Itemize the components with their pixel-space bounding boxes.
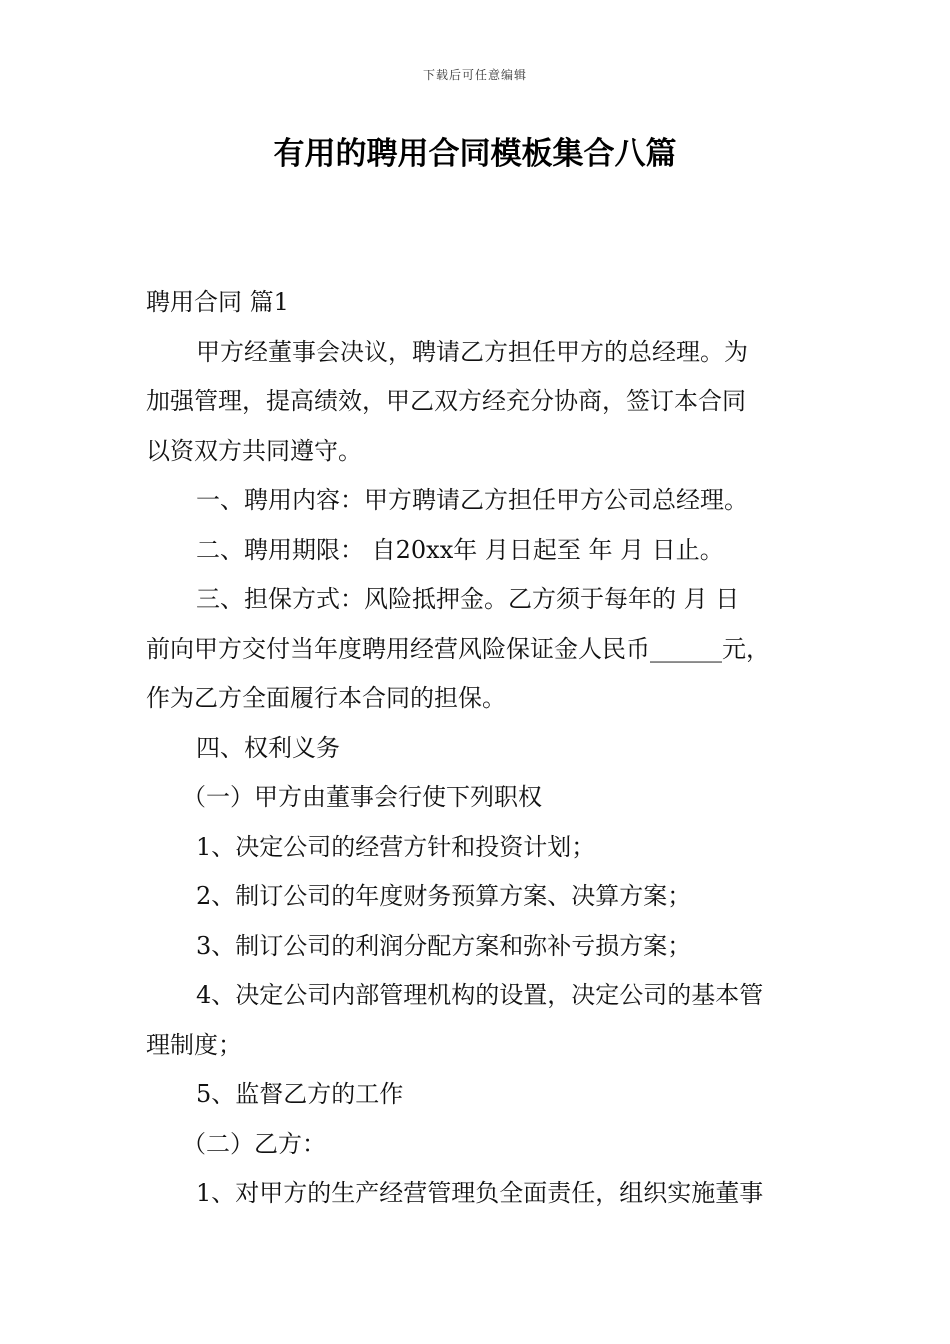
- clause-guarantee-line1: 三、担保方式：风险抵押金。乙方须于每年的 月 日: [196, 585, 740, 613]
- list-item-line2: 理制度；: [146, 1030, 242, 1059]
- clause-employment-content: 一、聘用内容：甲方聘请乙方担任甲方公司总经理。: [196, 486, 748, 514]
- document-body: [146, 278, 826, 1219]
- clause-employment-term: 二、聘用期限： 自20xx年 月日起至 年 月 日止。: [196, 535, 724, 564]
- clause-guarantee-line3: 作为乙方全面履行本合同的担保。: [146, 684, 506, 712]
- subclause-party-a: （一）甲方由董事会行使下列职权: [182, 783, 542, 811]
- clause-guarantee-line2: 前向甲方交付当年度聘用经营风险保证金人民币______元，: [146, 634, 770, 663]
- header-note: 下载后可任意编辑: [422, 68, 527, 82]
- list-item: 2、制订公司的年度财务预算方案、决算方案；: [196, 882, 692, 910]
- clause-rights-obligations: 四、权利义务: [196, 733, 340, 762]
- list-item: 1、对甲方的生产经营管理负全面责任，组织实施董事: [196, 1179, 764, 1207]
- document-title: 有用的聘用合同模板集合八篇: [273, 136, 677, 172]
- list-item: 1、决定公司的经营方针和投资计划；: [196, 832, 596, 861]
- paragraph-intro-line1: 甲方经董事会决议，聘请乙方担任甲方的总经理。为: [196, 337, 748, 366]
- paragraph-intro-line3: 以资双方共同遵守。: [146, 436, 362, 465]
- list-item-line1: 4、决定公司内部管理机构的设置，决定公司的基本管: [196, 981, 764, 1009]
- subclause-party-b: （二）乙方：: [182, 1129, 326, 1158]
- list-item: 5、监督乙方的工作: [196, 1080, 404, 1108]
- section-heading: 聘用合同 篇1: [146, 288, 289, 316]
- paragraph-intro-line2: 加强管理，提高绩效，甲乙双方经充分协商，签订本合同: [146, 387, 746, 415]
- list-item: 3、制订公司的利润分配方案和弥补亏损方案；: [196, 931, 692, 960]
